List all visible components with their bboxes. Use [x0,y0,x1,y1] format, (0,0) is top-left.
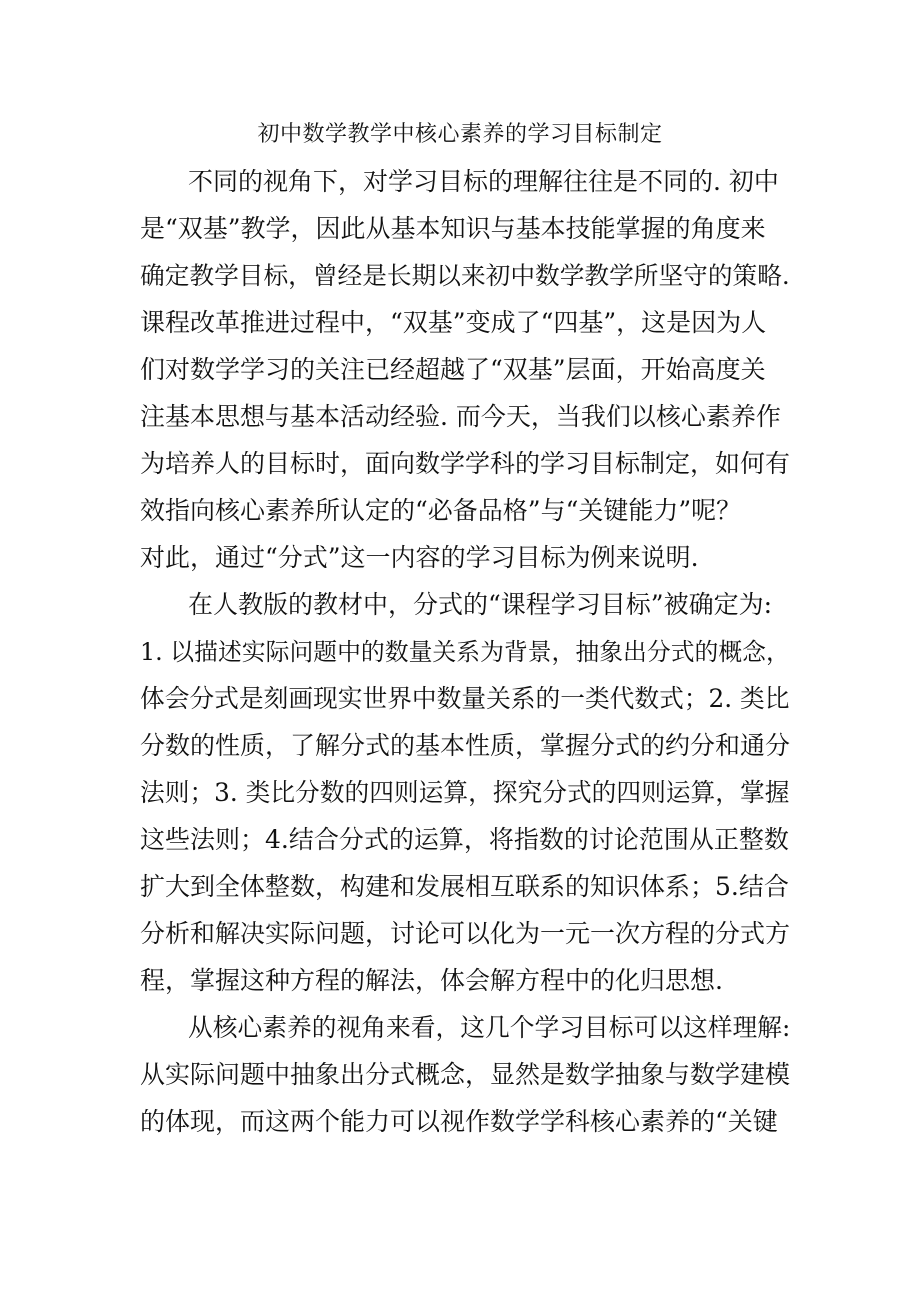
text-line: 体会分式是刻画现实世界中数量关系的一类代数式；2. 类比 [140,684,790,713]
text-line: 确定教学目标，曾经是长期以来初中数学教学所坚守的策略. [140,261,790,290]
text-line: 分析和解决实际问题，讨论可以化为一元一次方程的分式方 [140,919,791,948]
text-line: 分数的性质，了解分式的基本性质，掌握分式的约分和通分 [140,731,791,760]
text-line: 们对数学学习的关注已经超越了“双基”层面，开始高度关 [140,355,766,384]
text-line: 这些法则；4.结合分式的运算，将指数的讨论范围从正整数 [140,825,789,854]
text-line: 是“双基”教学，因此从基本知识与基本技能掌握的角度来 [140,214,766,243]
text-line: 在人教版的教材中，分式的“课程学习目标”被确定为: [188,590,772,619]
text-line: 为培养人的目标时，面向数学学科的学习目标制定，如何有 [140,449,791,478]
text-line: 程，掌握这种方程的解法，体会解方程中的化归思想. [140,966,723,995]
text-line: 扩大到全体整数，构建和发展相互联系的知识体系；5.结合 [140,872,789,901]
text-line: 注基本思想与基本活动经验. 而今天，当我们以核心素养作 [140,402,781,431]
text-line: 效指向核心素养所认定的“必备品格”与“关键能力”呢？ [140,496,742,525]
text-line: 不同的视角下，对学习目标的理解往往是不同的. 初中 [188,167,779,196]
document-title: 初中数学教学中核心素养的学习目标制定 [257,122,663,147]
text-line: 课程改革推进过程中，“双基”变成了“四基”，这是因为人 [140,308,767,337]
text-line: 1. 以描述实际问题中的数量关系为背景，抽象出分式的概念， [140,638,790,666]
text-line: 从核心素养的视角来看，这几个学习目标可以这样理解: [188,1013,791,1042]
text-line: 法则；3. 类比分数的四则运算，探究分式的四则运算，掌握 [140,778,790,807]
text-line: 对此，通过“分式”这一内容的学习目标为例来说明. [140,543,699,572]
text-line: 从实际问题中抽象出分式概念，显然是数学抽象与数学建模 [140,1060,791,1089]
text-line: 的体现，而这两个能力可以视作数学学科核心素养的“关键 [140,1107,778,1136]
